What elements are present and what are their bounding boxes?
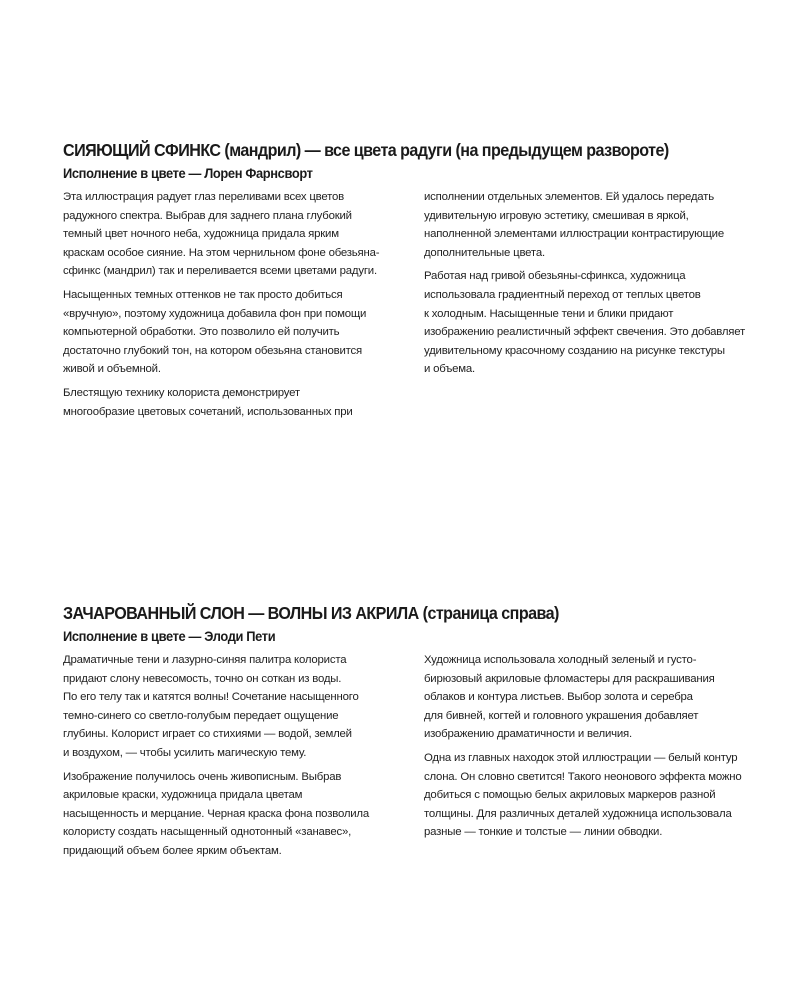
text-line: колористу создать насыщенный однотонный «занавес», <box>63 826 352 839</box>
left-column <box>63 651 412 866</box>
text-line: для бивней, когтей и головного украшения добавляет <box>423 709 699 722</box>
text-line: к холодным. Насыщенные тени и блики придают <box>423 307 674 320</box>
text-line: изображению реалистичный эффект свечения. Это добавляет <box>423 326 746 339</box>
text-line: Насыщенных темных оттенков не так просто добиться <box>63 288 343 301</box>
paragraph <box>63 651 412 763</box>
text-columns <box>63 651 763 866</box>
text-line: бирюзовый акриловые фломастеры для раскрашивания <box>423 672 715 685</box>
section-subtitle: Исполнение в цвете — Элоди Пети <box>63 628 276 644</box>
text-line: Изображение получилось очень живописным. Выбрав <box>63 770 342 783</box>
paragraph <box>63 188 412 281</box>
text-line: удивительную игровую эстетику, смешивая в яркой, <box>423 209 689 222</box>
text-line: акриловые краски, художница придала цветам <box>63 789 303 802</box>
text-line: «вручную», поэтому художница добавила фон при помощи <box>63 307 367 320</box>
section-elephant <box>63 603 763 866</box>
text-line: краскам особое сияние. На этом чернильном фоне обезьяна- <box>63 246 380 259</box>
text-line: темно-синего со светло-голубым передает ощущение <box>63 709 339 722</box>
text-line: разные — тонкие и толстые — линии обводки. <box>423 826 663 839</box>
text-line: и объема. <box>423 363 475 376</box>
text-line: По его телу так и катятся волны! Сочетание насыщенного <box>63 691 359 704</box>
section-title: ЗАЧАРОВАННЫЙ СЛОН — ВОЛНЫ ИЗ АКРИЛА (страница справа) <box>63 603 559 623</box>
text-line: Работая над гривой обезьяны-сфинкса, художница <box>423 270 686 283</box>
section-subtitle: Исполнение в цвете — Лорен Фарнсворт <box>63 165 313 181</box>
left-column <box>63 188 412 426</box>
paragraph <box>424 188 763 262</box>
text-line: достаточно глубокий тон, на котором обезьяна становится <box>63 344 363 357</box>
text-line: сфинкс (мандрил) так и переливается всеми цветами радуги. <box>63 265 377 278</box>
text-line: облаков и контура листьев. Выбор золота и серебра <box>423 691 693 704</box>
text-line: придающий объем более ярким объектам. <box>63 844 282 857</box>
text-line: Драматичные тени и лазурно-синяя палитра колориста <box>63 654 347 666</box>
text-line: компьютерной обработки. Это позволило ей получить <box>63 326 340 339</box>
text-line: и воздухом, — чтобы усилить магическую тему. <box>63 746 307 759</box>
text-line: слона. Он словно светится! Такого неонового эффекта можно <box>423 770 742 783</box>
right-column <box>424 188 763 426</box>
text-line: Художница использовала холодный зеленый и густо- <box>423 654 697 666</box>
text-line: глубины. Колорист играет со стихиями — водой, землей <box>63 728 352 741</box>
text-columns <box>63 188 763 426</box>
section-sphinx <box>63 140 763 426</box>
text-line: насыщенность и мерцание. Черная краска фона позволила <box>63 807 370 820</box>
paragraph <box>424 267 763 379</box>
text-line: добиться с помощью белых акриловых маркеров разной <box>423 789 716 802</box>
text-line: изображению драматичности и величия. <box>423 728 632 741</box>
right-column <box>424 651 763 866</box>
paragraph <box>63 384 412 421</box>
text-line: Одна из главных находок этой иллюстрации — белый контур <box>423 751 738 764</box>
paragraph <box>424 749 763 842</box>
paragraph <box>63 768 412 861</box>
text-line: Эта иллюстрация радует глаз переливами всех цветов <box>63 191 345 203</box>
text-line: темный цвет ночного неба, художница придала ярким <box>63 228 339 241</box>
text-line: Блестящую технику колориста демонстрирует <box>63 386 300 399</box>
text-line: удивительному красочному созданию на рисунке текстуры <box>423 344 725 357</box>
text-line: использовала градиентный переход от теплых цветов <box>423 288 701 301</box>
text-line: исполнении отдельных элементов. Ей удалось передать <box>423 191 714 203</box>
text-line: живой и объемной. <box>63 363 161 376</box>
paragraph <box>424 651 763 744</box>
text-line: толщины. Для различных деталей художница использовала <box>423 807 732 820</box>
paragraph <box>63 286 412 379</box>
text-line: многообразие цветовых сочетаний, использованных при <box>63 405 353 418</box>
section-title: СИЯЮЩИЙ СФИНКС (мандрил) — все цвета радуги (на предыдущем развороте) <box>63 140 669 160</box>
text-line: наполненной элементами иллюстрации контрастирующие <box>423 228 724 241</box>
text-line: радужного спектра. Выбрав для заднего плана глубокий <box>63 209 352 222</box>
text-line: придают слону невесомость, точно он соткан из воды. <box>63 672 342 685</box>
text-line: дополнительные цвета. <box>423 246 545 259</box>
